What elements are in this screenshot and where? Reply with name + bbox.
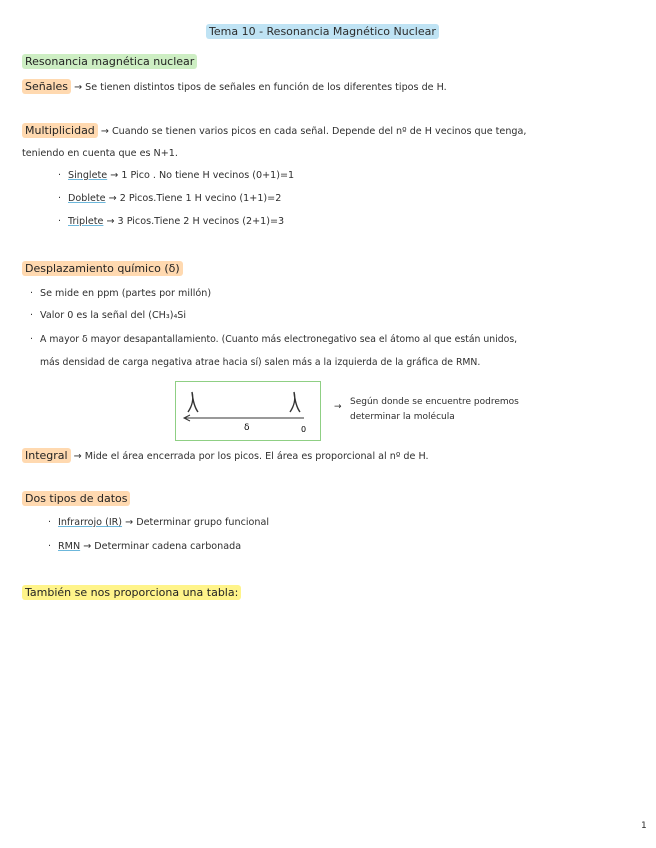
list-item-ir: · Infrarrojo (IR) → Determinar grupo funcional bbox=[48, 517, 270, 528]
axis-zero-label: 0 bbox=[301, 425, 307, 434]
peak-left bbox=[188, 392, 198, 412]
list-item-singlete: · Singlete → 1 Pico . No tiene H vecinos (0+1)=1 bbox=[58, 170, 295, 181]
multiplicidad-line bbox=[22, 124, 526, 137]
nmr-diagram-svg bbox=[176, 382, 320, 440]
desplazamiento-heading: Desplazamiento químico (δ) bbox=[22, 262, 183, 275]
desplazamiento-bullet-3: · A mayor δ mayor desapantallamiento. (Cuanto más electronegativo sea el átomo al que están unidos, bbox=[30, 334, 518, 345]
tipos-heading: Dos tipos de datos bbox=[22, 492, 130, 505]
nmr-diagram bbox=[175, 381, 321, 441]
multiplicidad-text2: teniendo en cuenta que es N+1. bbox=[22, 148, 178, 159]
tabla-note: También se nos proporciona una tabla: bbox=[22, 586, 241, 599]
page-number: 1 bbox=[641, 821, 647, 831]
senales-line bbox=[22, 80, 447, 93]
desplazamiento-bullet-1: · Se mide en ppm (partes por millón) bbox=[30, 288, 212, 299]
desplazamiento-bullet-2: · Valor 0 es la señal del (CH₃)₄Si bbox=[30, 310, 187, 321]
section-heading: Resonancia magnética nuclear bbox=[22, 55, 197, 68]
integral-text: → Mide el área encerrada por los picos. El área es proporcional al nº de H. bbox=[73, 451, 429, 462]
multiplicidad-text1: → Cuando se tienen varios picos en cada señal. Depende del nº de H vecinos que tenga, bbox=[100, 126, 527, 137]
list-item-rmn: · RMN → Determinar cadena carbonada bbox=[48, 541, 242, 552]
senales-label: Señales bbox=[22, 79, 71, 94]
diagram-arrow: → bbox=[334, 402, 342, 412]
peak-right bbox=[290, 392, 300, 412]
senales-text: → Se tienen distintos tipos de señales en función de los diferentes tipos de H. bbox=[74, 82, 447, 93]
diagram-note-2: determinar la molécula bbox=[350, 412, 455, 422]
integral-line bbox=[22, 449, 429, 462]
axis-delta-label: δ bbox=[244, 423, 250, 433]
multiplicidad-label: Multiplicidad bbox=[22, 123, 98, 138]
desplazamiento-bullet-3-cont: más densidad de carga negativa atrae hacia sí) salen más a la izquierda de la gráfica de RMN. bbox=[40, 357, 481, 368]
page-title: Tema 10 - Resonancia Magnético Nuclear bbox=[206, 25, 439, 38]
list-item-triplete: · Triplete → 3 Picos.Tiene 2 H vecinos (2+1)=3 bbox=[58, 216, 285, 227]
list-item-doblete: · Doblete → 2 Picos.Tiene 1 H vecino (1+1)=2 bbox=[58, 193, 282, 204]
diagram-note-1: Según donde se encuentre podremos bbox=[350, 397, 519, 407]
integral-label: Integral bbox=[22, 448, 71, 463]
